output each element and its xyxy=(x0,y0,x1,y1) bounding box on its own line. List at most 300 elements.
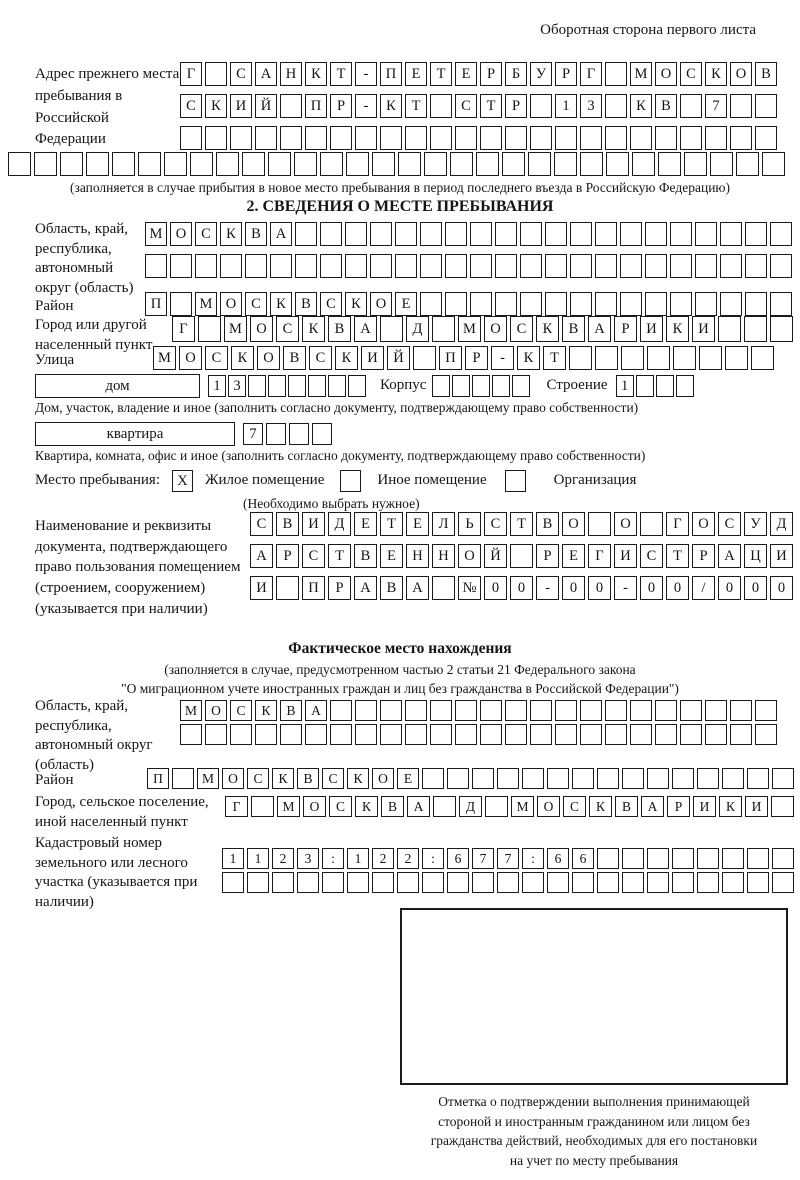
char-box[interactable]: М xyxy=(197,768,219,789)
char-box[interactable]: С xyxy=(302,544,325,568)
char-box[interactable] xyxy=(422,768,444,789)
char-box[interactable]: М xyxy=(195,292,217,316)
char-box[interactable] xyxy=(455,724,477,745)
char-box[interactable] xyxy=(420,292,442,316)
char-box[interactable] xyxy=(251,796,274,817)
char-box[interactable] xyxy=(710,152,733,176)
char-box[interactable]: К xyxy=(719,796,742,817)
char-box[interactable] xyxy=(522,872,544,893)
char-box[interactable] xyxy=(405,126,427,150)
char-box[interactable] xyxy=(370,254,392,278)
char-box[interactable] xyxy=(145,254,167,278)
char-box[interactable] xyxy=(505,700,527,721)
char-box[interactable]: А xyxy=(250,544,273,568)
char-box[interactable] xyxy=(405,700,427,721)
char-box[interactable] xyxy=(555,700,577,721)
char-box[interactable]: Е xyxy=(562,544,585,568)
char-box[interactable]: Р xyxy=(480,62,502,86)
char-box[interactable] xyxy=(695,254,717,278)
char-box[interactable] xyxy=(580,152,603,176)
char-box[interactable]: 7 xyxy=(243,423,263,445)
char-box[interactable]: Р xyxy=(692,544,715,568)
char-box[interactable] xyxy=(647,872,669,893)
char-box[interactable]: В xyxy=(536,512,559,536)
char-box[interactable]: К xyxy=(270,292,292,316)
char-box[interactable] xyxy=(555,724,577,745)
char-box[interactable] xyxy=(34,152,57,176)
char-box[interactable] xyxy=(280,94,302,118)
char-box[interactable] xyxy=(348,375,366,397)
char-box[interactable] xyxy=(430,700,452,721)
char-box[interactable] xyxy=(288,375,306,397)
char-box[interactable] xyxy=(180,126,202,150)
char-box[interactable] xyxy=(216,152,239,176)
char-box[interactable] xyxy=(697,768,719,789)
char-box[interactable]: Д xyxy=(406,316,429,342)
char-box[interactable]: П xyxy=(380,62,402,86)
char-box[interactable] xyxy=(452,375,470,397)
char-box[interactable] xyxy=(447,872,469,893)
char-box[interactable] xyxy=(195,254,217,278)
char-box[interactable]: И xyxy=(770,544,793,568)
char-box[interactable] xyxy=(280,126,302,150)
char-box[interactable] xyxy=(745,254,767,278)
char-box[interactable] xyxy=(295,254,317,278)
char-box[interactable] xyxy=(312,423,332,445)
char-box[interactable] xyxy=(485,796,508,817)
char-box[interactable] xyxy=(380,316,403,342)
char-box[interactable] xyxy=(680,700,702,721)
char-box[interactable]: К xyxy=(345,292,367,316)
char-box[interactable] xyxy=(545,254,567,278)
char-box[interactable] xyxy=(308,375,326,397)
char-box[interactable]: Н xyxy=(406,544,429,568)
char-box[interactable] xyxy=(630,700,652,721)
char-box[interactable] xyxy=(554,152,577,176)
char-box[interactable] xyxy=(747,768,769,789)
char-box[interactable] xyxy=(397,872,419,893)
char-box[interactable]: А xyxy=(270,222,292,246)
char-box[interactable]: И xyxy=(640,316,663,342)
char-box[interactable] xyxy=(472,872,494,893)
char-box[interactable]: 1 xyxy=(616,375,634,397)
char-box[interactable]: И xyxy=(614,544,637,568)
char-box[interactable] xyxy=(420,222,442,246)
char-box[interactable]: О xyxy=(250,316,273,342)
char-box[interactable] xyxy=(697,848,719,869)
char-box[interactable]: Д xyxy=(770,512,793,536)
char-box[interactable]: Т xyxy=(430,62,452,86)
char-box[interactable] xyxy=(622,848,644,869)
char-box[interactable]: П xyxy=(302,576,325,600)
char-box[interactable]: Р xyxy=(555,62,577,86)
char-box[interactable]: : xyxy=(322,848,344,869)
char-box[interactable] xyxy=(289,423,309,445)
char-box[interactable] xyxy=(276,576,299,600)
char-box[interactable] xyxy=(190,152,213,176)
char-box[interactable] xyxy=(433,796,456,817)
char-box[interactable]: Й xyxy=(484,544,507,568)
char-box[interactable] xyxy=(497,872,519,893)
char-box[interactable]: Г xyxy=(588,544,611,568)
char-box[interactable] xyxy=(580,126,602,150)
char-box[interactable] xyxy=(647,768,669,789)
char-box[interactable] xyxy=(355,700,377,721)
checkbox-zhiloe[interactable]: X xyxy=(172,470,193,492)
char-box[interactable] xyxy=(569,346,592,370)
char-box[interactable] xyxy=(755,724,777,745)
char-box[interactable] xyxy=(747,872,769,893)
char-box[interactable] xyxy=(530,94,552,118)
char-box[interactable]: И xyxy=(745,796,768,817)
char-box[interactable] xyxy=(305,126,327,150)
char-box[interactable]: О xyxy=(730,62,752,86)
char-box[interactable] xyxy=(220,254,242,278)
char-box[interactable] xyxy=(472,768,494,789)
char-box[interactable] xyxy=(772,872,794,893)
char-box[interactable]: К xyxy=(305,62,327,86)
char-box[interactable]: К xyxy=(335,346,358,370)
char-box[interactable] xyxy=(180,724,202,745)
char-box[interactable]: О xyxy=(170,222,192,246)
char-box[interactable]: Е xyxy=(397,768,419,789)
char-box[interactable] xyxy=(455,126,477,150)
char-box[interactable] xyxy=(632,152,655,176)
char-box[interactable]: Р xyxy=(667,796,690,817)
checkbox-inoe[interactable] xyxy=(340,470,361,492)
char-box[interactable]: С xyxy=(680,62,702,86)
char-box[interactable] xyxy=(645,292,667,316)
char-box[interactable] xyxy=(347,872,369,893)
char-box[interactable]: К xyxy=(536,316,559,342)
char-box[interactable]: О xyxy=(257,346,280,370)
char-box[interactable] xyxy=(597,872,619,893)
char-box[interactable] xyxy=(620,222,642,246)
char-box[interactable]: М xyxy=(277,796,300,817)
char-box[interactable]: 0 xyxy=(718,576,741,600)
char-box[interactable] xyxy=(705,700,727,721)
char-box[interactable]: П xyxy=(147,768,169,789)
char-box[interactable]: : xyxy=(522,848,544,869)
char-box[interactable] xyxy=(725,346,748,370)
char-box[interactable] xyxy=(270,254,292,278)
char-box[interactable]: 7 xyxy=(472,848,494,869)
char-box[interactable] xyxy=(447,768,469,789)
char-box[interactable] xyxy=(328,375,346,397)
char-box[interactable]: С xyxy=(510,316,533,342)
char-box[interactable] xyxy=(684,152,707,176)
char-box[interactable]: Й xyxy=(387,346,410,370)
char-box[interactable] xyxy=(380,126,402,150)
char-box[interactable]: А xyxy=(641,796,664,817)
char-box[interactable]: К xyxy=(272,768,294,789)
char-box[interactable]: Т xyxy=(480,94,502,118)
char-box[interactable]: М xyxy=(180,700,202,721)
char-box[interactable] xyxy=(555,126,577,150)
char-box[interactable]: О xyxy=(655,62,677,86)
char-box[interactable] xyxy=(697,872,719,893)
char-box[interactable]: 0 xyxy=(562,576,585,600)
char-box[interactable] xyxy=(395,222,417,246)
char-box[interactable]: 0 xyxy=(640,576,663,600)
char-box[interactable] xyxy=(372,872,394,893)
char-box[interactable] xyxy=(522,768,544,789)
char-box[interactable]: С xyxy=(718,512,741,536)
char-box[interactable]: А xyxy=(718,544,741,568)
char-box[interactable]: Е xyxy=(380,544,403,568)
char-box[interactable]: О xyxy=(179,346,202,370)
char-box[interactable]: Г xyxy=(172,316,195,342)
char-box[interactable]: И xyxy=(250,576,273,600)
char-box[interactable] xyxy=(772,848,794,869)
char-box[interactable] xyxy=(424,152,447,176)
char-box[interactable]: Т xyxy=(380,512,403,536)
char-box[interactable]: Л xyxy=(432,512,455,536)
char-box[interactable] xyxy=(86,152,109,176)
char-box[interactable] xyxy=(605,724,627,745)
char-box[interactable] xyxy=(492,375,510,397)
char-box[interactable] xyxy=(266,423,286,445)
char-box[interactable] xyxy=(432,576,455,600)
char-box[interactable] xyxy=(432,316,455,342)
char-box[interactable] xyxy=(346,152,369,176)
char-box[interactable] xyxy=(112,152,135,176)
char-box[interactable]: В xyxy=(615,796,638,817)
char-box[interactable]: С xyxy=(455,94,477,118)
char-box[interactable] xyxy=(705,724,727,745)
char-box[interactable] xyxy=(520,254,542,278)
char-box[interactable] xyxy=(620,292,642,316)
char-box[interactable]: - xyxy=(491,346,514,370)
char-box[interactable] xyxy=(497,768,519,789)
char-box[interactable]: У xyxy=(744,512,767,536)
char-box[interactable] xyxy=(432,375,450,397)
char-box[interactable]: - xyxy=(614,576,637,600)
char-box[interactable] xyxy=(672,768,694,789)
char-box[interactable] xyxy=(771,796,794,817)
char-box[interactable] xyxy=(670,222,692,246)
char-box[interactable] xyxy=(268,375,286,397)
char-box[interactable]: В xyxy=(297,768,319,789)
char-box[interactable]: С xyxy=(309,346,332,370)
char-box[interactable]: К xyxy=(347,768,369,789)
char-box[interactable]: А xyxy=(354,576,377,600)
char-box[interactable] xyxy=(255,724,277,745)
char-box[interactable]: 0 xyxy=(770,576,793,600)
char-box[interactable] xyxy=(606,152,629,176)
char-box[interactable] xyxy=(60,152,83,176)
char-box[interactable]: О xyxy=(484,316,507,342)
char-box[interactable]: - xyxy=(355,62,377,86)
char-box[interactable] xyxy=(413,346,436,370)
char-box[interactable]: Р xyxy=(465,346,488,370)
char-box[interactable]: П xyxy=(145,292,167,316)
char-box[interactable] xyxy=(645,254,667,278)
char-box[interactable] xyxy=(164,152,187,176)
char-box[interactable]: К xyxy=(355,796,378,817)
char-box[interactable]: К xyxy=(589,796,612,817)
char-box[interactable]: В xyxy=(655,94,677,118)
char-box[interactable] xyxy=(330,700,352,721)
char-box[interactable]: - xyxy=(536,576,559,600)
char-box[interactable] xyxy=(294,152,317,176)
char-box[interactable]: С xyxy=(276,316,299,342)
char-box[interactable] xyxy=(597,768,619,789)
char-box[interactable] xyxy=(330,126,352,150)
char-box[interactable] xyxy=(355,126,377,150)
char-box[interactable]: О xyxy=(458,544,481,568)
char-box[interactable] xyxy=(545,222,567,246)
char-box[interactable]: А xyxy=(255,62,277,86)
char-box[interactable]: К xyxy=(205,94,227,118)
char-box[interactable]: К xyxy=(302,316,325,342)
char-box[interactable] xyxy=(605,94,627,118)
char-box[interactable]: К xyxy=(231,346,254,370)
char-box[interactable]: С xyxy=(322,768,344,789)
char-box[interactable] xyxy=(472,375,490,397)
char-box[interactable]: Т xyxy=(330,62,352,86)
char-box[interactable] xyxy=(672,872,694,893)
char-box[interactable] xyxy=(430,94,452,118)
char-box[interactable] xyxy=(205,724,227,745)
char-box[interactable]: О xyxy=(614,512,637,536)
char-box[interactable] xyxy=(380,724,402,745)
char-box[interactable] xyxy=(718,316,741,342)
char-box[interactable]: С xyxy=(245,292,267,316)
char-box[interactable] xyxy=(510,544,533,568)
char-box[interactable] xyxy=(580,724,602,745)
char-box[interactable] xyxy=(680,94,702,118)
char-box[interactable]: 0 xyxy=(744,576,767,600)
char-box[interactable]: 1 xyxy=(555,94,577,118)
char-box[interactable] xyxy=(495,222,517,246)
char-box[interactable] xyxy=(170,292,192,316)
char-box[interactable]: Е xyxy=(406,512,429,536)
char-box[interactable]: Р xyxy=(328,576,351,600)
char-box[interactable] xyxy=(770,316,793,342)
char-box[interactable]: Е xyxy=(405,62,427,86)
char-box[interactable]: 2 xyxy=(272,848,294,869)
char-box[interactable] xyxy=(138,152,161,176)
char-box[interactable]: Г xyxy=(180,62,202,86)
char-box[interactable] xyxy=(595,222,617,246)
char-box[interactable]: Й xyxy=(255,94,277,118)
char-box[interactable] xyxy=(530,724,552,745)
char-box[interactable] xyxy=(170,254,192,278)
char-box[interactable]: - xyxy=(355,94,377,118)
char-box[interactable] xyxy=(595,346,618,370)
char-box[interactable]: И xyxy=(692,316,715,342)
char-box[interactable] xyxy=(470,222,492,246)
char-box[interactable]: Т xyxy=(543,346,566,370)
char-box[interactable] xyxy=(445,254,467,278)
char-box[interactable]: С xyxy=(230,700,252,721)
char-box[interactable]: К xyxy=(705,62,727,86)
char-box[interactable] xyxy=(495,254,517,278)
char-box[interactable] xyxy=(722,768,744,789)
char-box[interactable]: Р xyxy=(536,544,559,568)
char-box[interactable] xyxy=(647,848,669,869)
char-box[interactable]: О xyxy=(205,700,227,721)
char-box[interactable] xyxy=(630,724,652,745)
char-box[interactable]: И xyxy=(230,94,252,118)
char-box[interactable] xyxy=(655,724,677,745)
char-box[interactable] xyxy=(530,700,552,721)
char-box[interactable] xyxy=(595,292,617,316)
char-box[interactable] xyxy=(322,872,344,893)
char-box[interactable]: А xyxy=(305,700,327,721)
char-box[interactable] xyxy=(770,292,792,316)
char-box[interactable] xyxy=(470,254,492,278)
char-box[interactable] xyxy=(572,768,594,789)
char-box[interactable] xyxy=(720,254,742,278)
char-box[interactable]: О xyxy=(222,768,244,789)
char-box[interactable] xyxy=(755,94,777,118)
char-box[interactable] xyxy=(480,700,502,721)
char-box[interactable] xyxy=(547,768,569,789)
char-box[interactable]: А xyxy=(406,576,429,600)
char-box[interactable]: Д xyxy=(459,796,482,817)
char-box[interactable]: О xyxy=(537,796,560,817)
char-box[interactable] xyxy=(630,126,652,150)
char-box[interactable]: 1 xyxy=(222,848,244,869)
char-box[interactable] xyxy=(695,292,717,316)
char-box[interactable]: Р xyxy=(276,544,299,568)
char-box[interactable] xyxy=(645,222,667,246)
char-box[interactable] xyxy=(330,724,352,745)
char-box[interactable]: К xyxy=(380,94,402,118)
char-box[interactable]: М xyxy=(224,316,247,342)
char-box[interactable]: М xyxy=(153,346,176,370)
char-box[interactable] xyxy=(680,126,702,150)
char-box[interactable] xyxy=(695,222,717,246)
char-box[interactable] xyxy=(480,724,502,745)
char-box[interactable] xyxy=(320,152,343,176)
char-box[interactable]: К xyxy=(255,700,277,721)
char-box[interactable]: В xyxy=(328,316,351,342)
char-box[interactable] xyxy=(280,724,302,745)
char-box[interactable] xyxy=(588,512,611,536)
char-box[interactable] xyxy=(455,700,477,721)
char-box[interactable]: 6 xyxy=(572,848,594,869)
char-box[interactable]: М xyxy=(458,316,481,342)
char-box[interactable] xyxy=(398,152,421,176)
char-box[interactable] xyxy=(720,292,742,316)
char-box[interactable] xyxy=(736,152,759,176)
checkbox-organizatsiya[interactable] xyxy=(505,470,526,492)
char-box[interactable]: Т xyxy=(405,94,427,118)
char-box[interactable]: С xyxy=(230,62,252,86)
char-box[interactable] xyxy=(320,254,342,278)
char-box[interactable]: И xyxy=(302,512,325,536)
char-box[interactable]: А xyxy=(354,316,377,342)
char-box[interactable]: 3 xyxy=(228,375,246,397)
char-box[interactable] xyxy=(647,346,670,370)
char-box[interactable]: О xyxy=(372,768,394,789)
char-box[interactable] xyxy=(730,126,752,150)
char-box[interactable] xyxy=(570,292,592,316)
char-box[interactable] xyxy=(8,152,31,176)
char-box[interactable] xyxy=(520,292,542,316)
char-box[interactable] xyxy=(476,152,499,176)
char-box[interactable]: К xyxy=(517,346,540,370)
char-box[interactable] xyxy=(297,872,319,893)
char-box[interactable] xyxy=(580,700,602,721)
char-box[interactable]: В xyxy=(562,316,585,342)
char-box[interactable]: Р xyxy=(505,94,527,118)
char-box[interactable]: С xyxy=(250,512,273,536)
char-box[interactable] xyxy=(230,126,252,150)
